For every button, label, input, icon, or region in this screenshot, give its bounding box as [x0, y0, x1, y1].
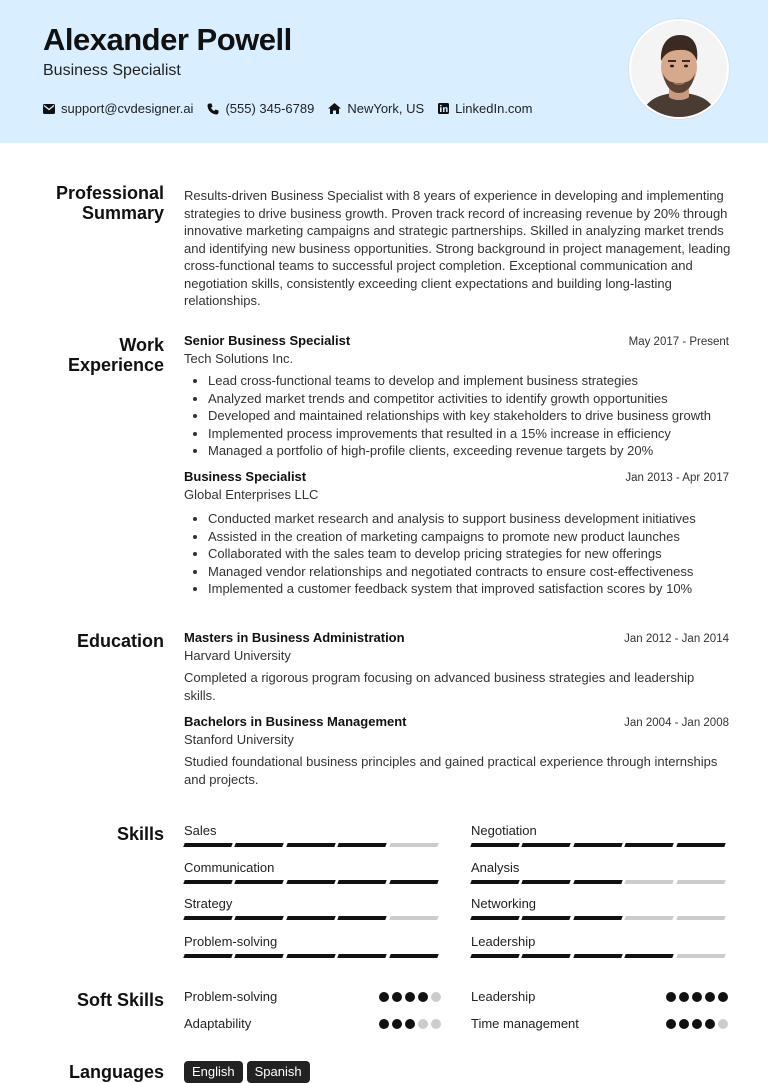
soft-skill-rating	[376, 1019, 441, 1029]
skill-level-segment	[522, 954, 572, 958]
job-bullet: • Managed a portfolio of high-profile clients, exceeding revenue targets by 20%	[208, 442, 729, 460]
education-entry	[184, 714, 729, 788]
company-name: Global Enterprises LLC	[184, 487, 319, 502]
skill-level-segment	[235, 954, 285, 958]
education-heading: Education	[76, 631, 164, 651]
skill-level-segment	[337, 954, 387, 958]
company-name: Tech Solutions Inc.	[184, 351, 294, 366]
education-description: Studied foundational business principles and gained practical experience through internships and projects.	[184, 754, 718, 787]
soft-skill-name: Leadership	[471, 989, 536, 1004]
soft-skill-item	[471, 1016, 728, 1031]
skill-level-segment	[522, 880, 572, 884]
contact-email[interactable]	[43, 101, 193, 116]
rating-dot	[718, 992, 728, 1002]
job-bullet: • Conducted market research and analysis to support business development initiatives	[208, 510, 729, 528]
education-dates: Jan 2004 - Jan 2008	[624, 717, 729, 729]
rating-dot	[666, 1019, 676, 1029]
rating-dot	[679, 992, 689, 1002]
skill-level-segment	[470, 916, 520, 920]
skill-item	[471, 860, 728, 884]
soft-skill-name: Problem-solving	[184, 989, 278, 1004]
skill-name: Strategy	[184, 896, 233, 911]
candidate-title: Business Specialist	[43, 62, 181, 79]
skill-name: Communication	[184, 860, 275, 875]
skill-level-segment	[624, 954, 674, 958]
job-bullet: • Implemented process improvements that resulted in a 15% increase in efficiency	[208, 425, 729, 443]
job-bullet: • Developed and maintained relationships with key stakeholders to drive business growth	[208, 407, 729, 425]
skill-level-segment	[183, 880, 233, 884]
summary-heading-line1: Professional	[55, 183, 164, 203]
job-title: Business Specialist	[184, 469, 307, 484]
education-entry	[184, 630, 729, 704]
rating-dot	[431, 1019, 441, 1029]
skill-level-segment	[573, 954, 623, 958]
phone-icon	[207, 103, 219, 115]
skill-name: Networking	[471, 896, 537, 911]
email-text: support@cvdesigner.ai	[61, 101, 194, 116]
skill-item	[471, 896, 728, 920]
degree-title: Bachelors in Business Management	[184, 714, 407, 729]
skill-level-segment	[183, 954, 233, 958]
skill-level-segment	[573, 843, 623, 847]
work-heading-line1: Work	[119, 335, 164, 355]
job-dates: May 2017 - Present	[628, 336, 729, 348]
contact-phone[interactable]	[207, 101, 314, 116]
skill-level-bar	[471, 954, 728, 958]
skill-name: Analysis	[471, 860, 520, 875]
skill-level-segment	[389, 916, 439, 920]
rating-dot	[666, 992, 676, 1002]
school-name: Stanford University	[184, 732, 294, 747]
rating-dot	[692, 1019, 702, 1029]
skill-level-segment	[235, 843, 285, 847]
skill-level-bar	[184, 954, 441, 958]
rating-dot	[379, 992, 389, 1002]
soft-skill-name: Adaptability	[184, 1016, 252, 1031]
education-dates: Jan 2012 - Jan 2014	[624, 633, 729, 645]
skill-level-segment	[573, 880, 623, 884]
skill-level-segment	[286, 843, 336, 847]
skill-level-bar	[471, 843, 728, 847]
rating-dot	[392, 1019, 402, 1029]
skill-level-segment	[676, 954, 726, 958]
skill-item	[184, 860, 441, 884]
skill-level-segment	[389, 954, 439, 958]
skill-level-segment	[522, 843, 572, 847]
skill-level-bar	[184, 916, 441, 920]
soft-skill-item	[184, 1016, 441, 1031]
skill-level-segment	[183, 916, 233, 920]
soft-skill-rating	[376, 992, 441, 1002]
skill-level-segment	[389, 843, 439, 847]
rating-dot	[692, 992, 702, 1002]
job-title: Senior Business Specialist	[184, 333, 351, 348]
header-banner	[0, 0, 768, 143]
skill-level-segment	[470, 954, 520, 958]
school-name: Harvard University	[184, 648, 291, 663]
skill-level-bar	[471, 880, 728, 884]
skill-level-segment	[337, 843, 387, 847]
soft-skill-item	[184, 989, 441, 1004]
skill-level-segment	[389, 880, 439, 884]
linkedin-text: LinkedIn.com	[455, 101, 533, 116]
work-entry	[184, 333, 729, 460]
skill-level-bar	[184, 880, 441, 884]
work-heading-line2: Experience	[67, 355, 164, 375]
skill-level-segment	[286, 916, 336, 920]
contact-location	[328, 101, 424, 116]
job-bullet: • Managed vendor relationships and negotiated contracts to ensure cost-effectiveness	[208, 563, 729, 581]
rating-dot	[718, 1019, 728, 1029]
rating-dot	[405, 992, 415, 1002]
job-dates: Jan 2013 - Apr 2017	[625, 472, 729, 484]
skill-level-segment	[337, 916, 387, 920]
job-bullet: • Analyzed market trends and competitor activities to identify growth opportunities	[208, 390, 729, 408]
rating-dot	[392, 992, 402, 1002]
home-icon	[328, 103, 341, 114]
skill-name: Sales	[184, 823, 217, 838]
rating-dot	[705, 992, 715, 1002]
education-description: Completed a rigorous program focusing on advanced business strategies and leadership skills.	[184, 670, 695, 703]
skill-level-segment	[624, 880, 674, 884]
skill-level-bar	[471, 916, 728, 920]
rating-dot	[679, 1019, 689, 1029]
soft-skills-heading: Soft Skills	[76, 990, 164, 1010]
job-bullets	[184, 372, 729, 460]
profile-photo	[629, 19, 729, 119]
skill-level-segment	[676, 916, 726, 920]
skill-item	[471, 823, 728, 847]
soft-skill-rating	[663, 992, 728, 1002]
work-entry	[184, 469, 729, 598]
portrait-image	[631, 21, 727, 117]
skill-level-bar	[184, 843, 441, 847]
job-bullet: • Collaborated with the sales team to develop pricing strategies for new offerings	[208, 545, 729, 563]
skill-level-segment	[235, 916, 285, 920]
skill-level-segment	[470, 880, 520, 884]
soft-skill-name: Time management	[471, 1016, 579, 1031]
contact-list	[43, 101, 547, 116]
skill-level-segment	[286, 954, 336, 958]
language-list	[184, 1061, 314, 1083]
job-bullet: • Implemented a customer feedback system that improved satisfaction scores by 10%	[208, 580, 729, 598]
phone-text: (555) 345-6789	[225, 101, 315, 116]
soft-skill-item	[471, 989, 728, 1004]
job-bullets	[184, 510, 729, 598]
linkedin-icon	[438, 103, 449, 114]
skill-name: Leadership	[471, 934, 536, 949]
skills-heading: Skills	[116, 824, 164, 844]
rating-dot	[705, 1019, 715, 1029]
rating-dot	[418, 1019, 428, 1029]
summary-heading-line2: Summary	[81, 203, 164, 223]
skill-level-segment	[183, 843, 233, 847]
skill-level-segment	[286, 880, 336, 884]
rating-dot	[405, 1019, 415, 1029]
skill-level-segment	[624, 843, 674, 847]
language-tag: Spanish	[247, 1061, 310, 1083]
degree-title: Masters in Business Administration	[184, 630, 405, 645]
summary-text: Results-driven Business Specialist with 8 years of experience in developing and implementing strategies to drive business growth. Proven track record of increasing revenue by 20% through innovative marketing campaigns and strategic partnerships. Skilled in analyzing market trends and identifying new business opportunities. Strong background in project management, leading cross-functional teams to successful project completion. Exceptional communication and negotiation skills, consistently exceeding client expectations and building long-lasting relationships.	[184, 188, 731, 308]
job-bullet: • Lead cross-functional teams to develop and implement business strategies	[208, 372, 729, 390]
skill-level-segment	[676, 843, 726, 847]
skill-level-segment	[624, 916, 674, 920]
job-bullet: • Assisted in the creation of marketing campaigns to promote new product launches	[208, 528, 729, 546]
skill-item	[471, 934, 728, 958]
skill-level-segment	[522, 916, 572, 920]
language-tag: English	[184, 1061, 243, 1083]
rating-dot	[418, 992, 428, 1002]
candidate-name: Alexander Powell	[43, 22, 292, 57]
languages-heading: Languages	[68, 1062, 164, 1082]
rating-dot	[431, 992, 441, 1002]
skill-item	[184, 823, 441, 847]
work-heading	[0, 335, 164, 375]
skill-name: Negotiation	[471, 823, 537, 838]
skill-level-segment	[573, 916, 623, 920]
skill-level-segment	[235, 880, 285, 884]
mail-icon	[43, 104, 55, 114]
skill-item	[184, 934, 441, 958]
skill-item	[184, 896, 441, 920]
skill-name: Problem-solving	[184, 934, 278, 949]
summary-heading	[0, 183, 164, 223]
rating-dot	[379, 1019, 389, 1029]
skill-level-segment	[470, 843, 520, 847]
soft-skill-rating	[663, 1019, 728, 1029]
skill-level-segment	[676, 880, 726, 884]
skill-level-segment	[337, 880, 387, 884]
location-text: NewYork, US	[347, 101, 425, 116]
contact-linkedin[interactable]	[438, 101, 532, 116]
